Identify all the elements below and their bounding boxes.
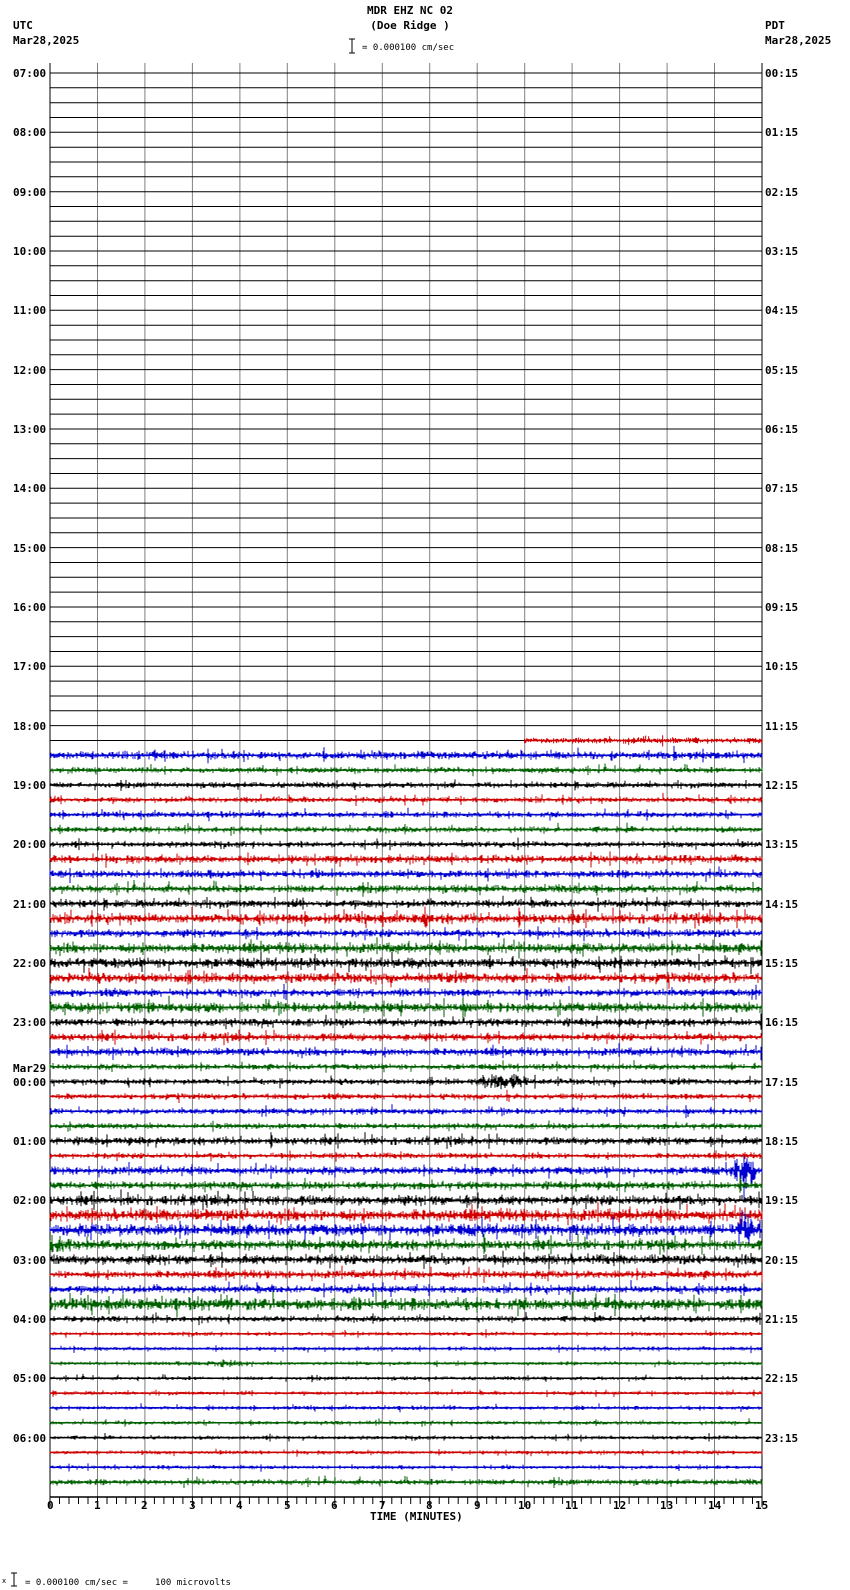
- pdt-hour-label: 04:15: [765, 304, 799, 317]
- x-tick-label: 0: [47, 1499, 54, 1512]
- x-tick-label: 15: [755, 1499, 769, 1512]
- utc-hour-label: 07:00: [13, 67, 47, 80]
- utc-hour-label: 11:00: [13, 304, 47, 317]
- x-axis-title: TIME (MINUTES): [370, 1510, 463, 1523]
- utc-hour-label: 05:00: [13, 1372, 47, 1385]
- pdt-hour-label: 16:15: [765, 1016, 799, 1029]
- utc-hour-label: 23:00: [13, 1016, 47, 1029]
- x-tick-label: 1: [94, 1499, 101, 1512]
- pdt-hour-label: 11:15: [765, 720, 799, 733]
- utc-hour-label: 18:00: [13, 720, 47, 733]
- pdt-hour-label: 19:15: [765, 1194, 799, 1207]
- x-tick-label: 7: [379, 1499, 386, 1512]
- pdt-hour-label: 08:15: [765, 542, 799, 555]
- pdt-hour-label: 13:15: [765, 838, 799, 851]
- x-tick-label: 2: [141, 1499, 148, 1512]
- pdt-hour-label: 20:15: [765, 1254, 799, 1267]
- footer-scale-text: = 0.000100 cm/sec = 100 microvolts: [25, 1578, 231, 1588]
- x-tick-label: 11: [565, 1499, 579, 1512]
- right-date: Mar28,2025: [765, 34, 832, 47]
- utc-hour-label: 17:00: [13, 660, 47, 673]
- station-location: (Doe Ridge ): [370, 19, 450, 32]
- utc-hour-label: 21:00: [13, 898, 47, 911]
- pdt-hour-label: 05:15: [765, 364, 799, 377]
- date-change-label: Mar29: [13, 1062, 47, 1075]
- pdt-hour-label: 14:15: [765, 898, 799, 911]
- utc-hour-label: 00:00: [13, 1076, 47, 1089]
- x-tick-label: 10: [518, 1499, 532, 1512]
- utc-hour-label: 06:00: [13, 1432, 47, 1445]
- utc-hour-label: 15:00: [13, 542, 47, 555]
- left-timezone: UTC: [13, 19, 33, 32]
- x-tick-label: 3: [189, 1499, 196, 1512]
- x-tick-label: 9: [474, 1499, 481, 1512]
- pdt-hour-label: 01:15: [765, 126, 799, 139]
- x-tick-label: 4: [236, 1499, 243, 1512]
- x-tick-label: 13: [660, 1499, 674, 1512]
- pdt-hour-label: 09:15: [765, 601, 799, 614]
- x-tick-label: 6: [331, 1499, 338, 1512]
- x-tick-label: 14: [708, 1499, 722, 1512]
- pdt-hour-label: 21:15: [765, 1313, 799, 1326]
- right-timezone: PDT: [765, 19, 785, 32]
- utc-hour-label: 04:00: [13, 1313, 47, 1326]
- pdt-hour-label: 18:15: [765, 1135, 799, 1148]
- utc-hour-label: 16:00: [13, 601, 47, 614]
- svg-text:x: x: [2, 1577, 7, 1585]
- left-date: Mar28,2025: [13, 34, 80, 47]
- pdt-hour-label: 03:15: [765, 245, 799, 258]
- station-title: MDR EHZ NC 02: [366, 4, 454, 17]
- utc-hour-label: 08:00: [13, 126, 47, 139]
- pdt-hour-label: 12:15: [765, 779, 799, 792]
- utc-hour-label: 20:00: [13, 838, 47, 851]
- utc-hour-label: 12:00: [13, 364, 47, 377]
- scale-text: = 0.000100 cm/sec: [362, 43, 455, 53]
- pdt-hour-label: 10:15: [765, 660, 799, 673]
- pdt-hour-label: 17:15: [765, 1076, 799, 1089]
- utc-hour-label: 13:00: [13, 423, 47, 436]
- pdt-hour-label: 07:15: [765, 482, 799, 495]
- x-tick-label: 8: [426, 1499, 433, 1512]
- x-tick-label: 5: [284, 1499, 291, 1512]
- utc-hour-label: 22:00: [13, 957, 47, 970]
- utc-hour-label: 19:00: [13, 779, 47, 792]
- pdt-hour-label: 06:15: [765, 423, 799, 436]
- pdt-hour-label: 02:15: [765, 186, 799, 199]
- pdt-hour-label: 15:15: [765, 957, 799, 970]
- x-tick-label: 12: [613, 1499, 627, 1512]
- utc-hour-label: 02:00: [13, 1194, 47, 1207]
- utc-hour-label: 03:00: [13, 1254, 47, 1267]
- pdt-hour-label: 22:15: [765, 1372, 799, 1385]
- utc-hour-label: 01:00: [13, 1135, 47, 1148]
- pdt-hour-label: 23:15: [765, 1432, 799, 1445]
- utc-hour-label: 09:00: [13, 186, 47, 199]
- pdt-hour-label: 00:15: [765, 67, 799, 80]
- utc-hour-label: 14:00: [13, 482, 47, 495]
- utc-hour-label: 10:00: [13, 245, 47, 258]
